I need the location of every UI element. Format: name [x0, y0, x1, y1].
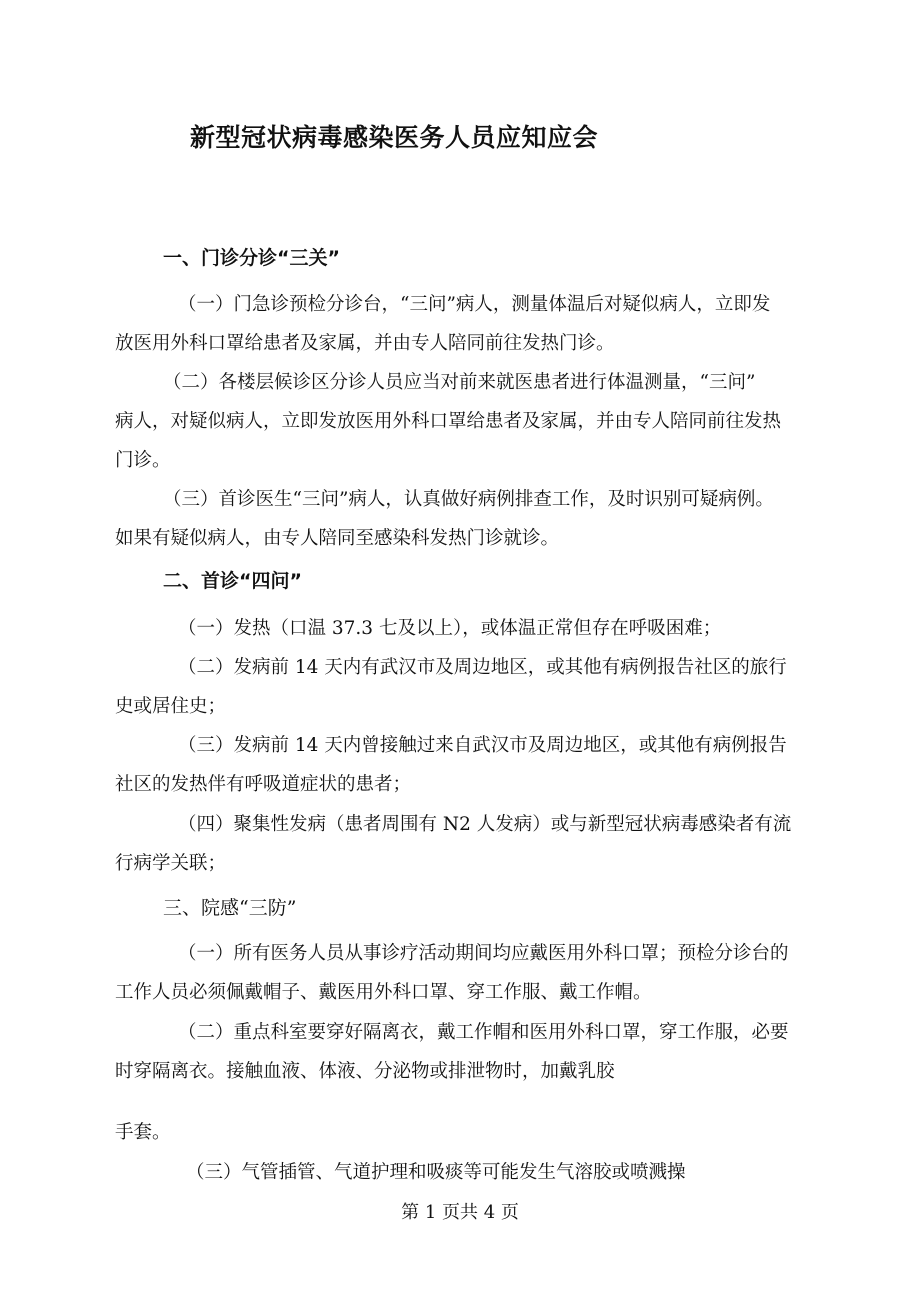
section-heading: 三、院感“三防” [163, 897, 297, 919]
section-heading: 一、门诊分诊“三关” [163, 247, 340, 269]
paragraph-line: （二）重点科室要穿好隔离衣，戴工作帽和医用外科口罩，穿工作服，必要 [178, 1022, 789, 1043]
page-number-footer: 第 1 页共 4 页 [401, 1202, 519, 1223]
paragraph-line: 史或居住史； [115, 696, 227, 717]
paragraph-line: 工作人员必须佩戴帽子、戴医用外科口罩、穿工作服、戴工作帽。 [115, 982, 652, 1003]
paragraph-line: （二）各楼层候诊区分诊人员应当对前来就医患者进行体温测量，“三问” [163, 372, 756, 393]
paragraph-line: （三）首诊医生“三问”病人，认真做好病例排查工作，及时识别可疑病例。 [163, 489, 774, 510]
section-heading: 二、首诊“四问” [163, 570, 302, 592]
paragraph-line: （一）所有医务人员从事诊疗活动期间均应戴医用外科口罩；预检分诊台的 [178, 943, 789, 964]
paragraph-line: 病人，对疑似病人，立即发放医用外科口罩给患者及家属，并由专人陪同前往发热 [115, 411, 782, 432]
paragraph-line: 手套。 [115, 1122, 171, 1143]
document-title: 新型冠状病毒感染医务人员应知应会 [190, 123, 599, 152]
paragraph-line: 门诊。 [115, 450, 171, 471]
paragraph-line: 放医用外科口罩给患者及家属，并由专人陪同前往发热门诊。 [115, 333, 615, 354]
paragraph-line: 时穿隔离衣。接触血液、体液、分泌物或排泄物时，加戴乳胶 [115, 1061, 615, 1082]
paragraph-line: 社区的发热伴有呼吸道症状的患者； [115, 774, 412, 795]
paragraph-line: （二）发病前 14 天内有武汉市及周边地区，或其他有病例报告社区的旅行 [178, 657, 787, 678]
paragraph-line: 行病学关联； [115, 853, 227, 874]
paragraph-line: 如果有疑似病人，由专人陪同至感染科发热门诊就诊。 [115, 528, 560, 549]
paragraph-line: （三）气管插管、气道护理和吸痰等可能发生气溶胶或喷溅操 [186, 1162, 686, 1183]
paragraph-line: （一）门急诊预检分诊台，“三问”病人，测量体温后对疑似病人，立即发 [178, 294, 771, 315]
paragraph-line: （四）聚集性发病（患者周围有 N2 人发病）或与新型冠状病毒感染者有流 [178, 814, 792, 835]
paragraph-line: （一）发热（口温 37.3 七及以上），或体温正常但存在呼吸困难； [178, 618, 722, 639]
paragraph-line: （三）发病前 14 天内曾接触过来自武汉市及周边地区，或其他有病例报告 [178, 735, 787, 756]
